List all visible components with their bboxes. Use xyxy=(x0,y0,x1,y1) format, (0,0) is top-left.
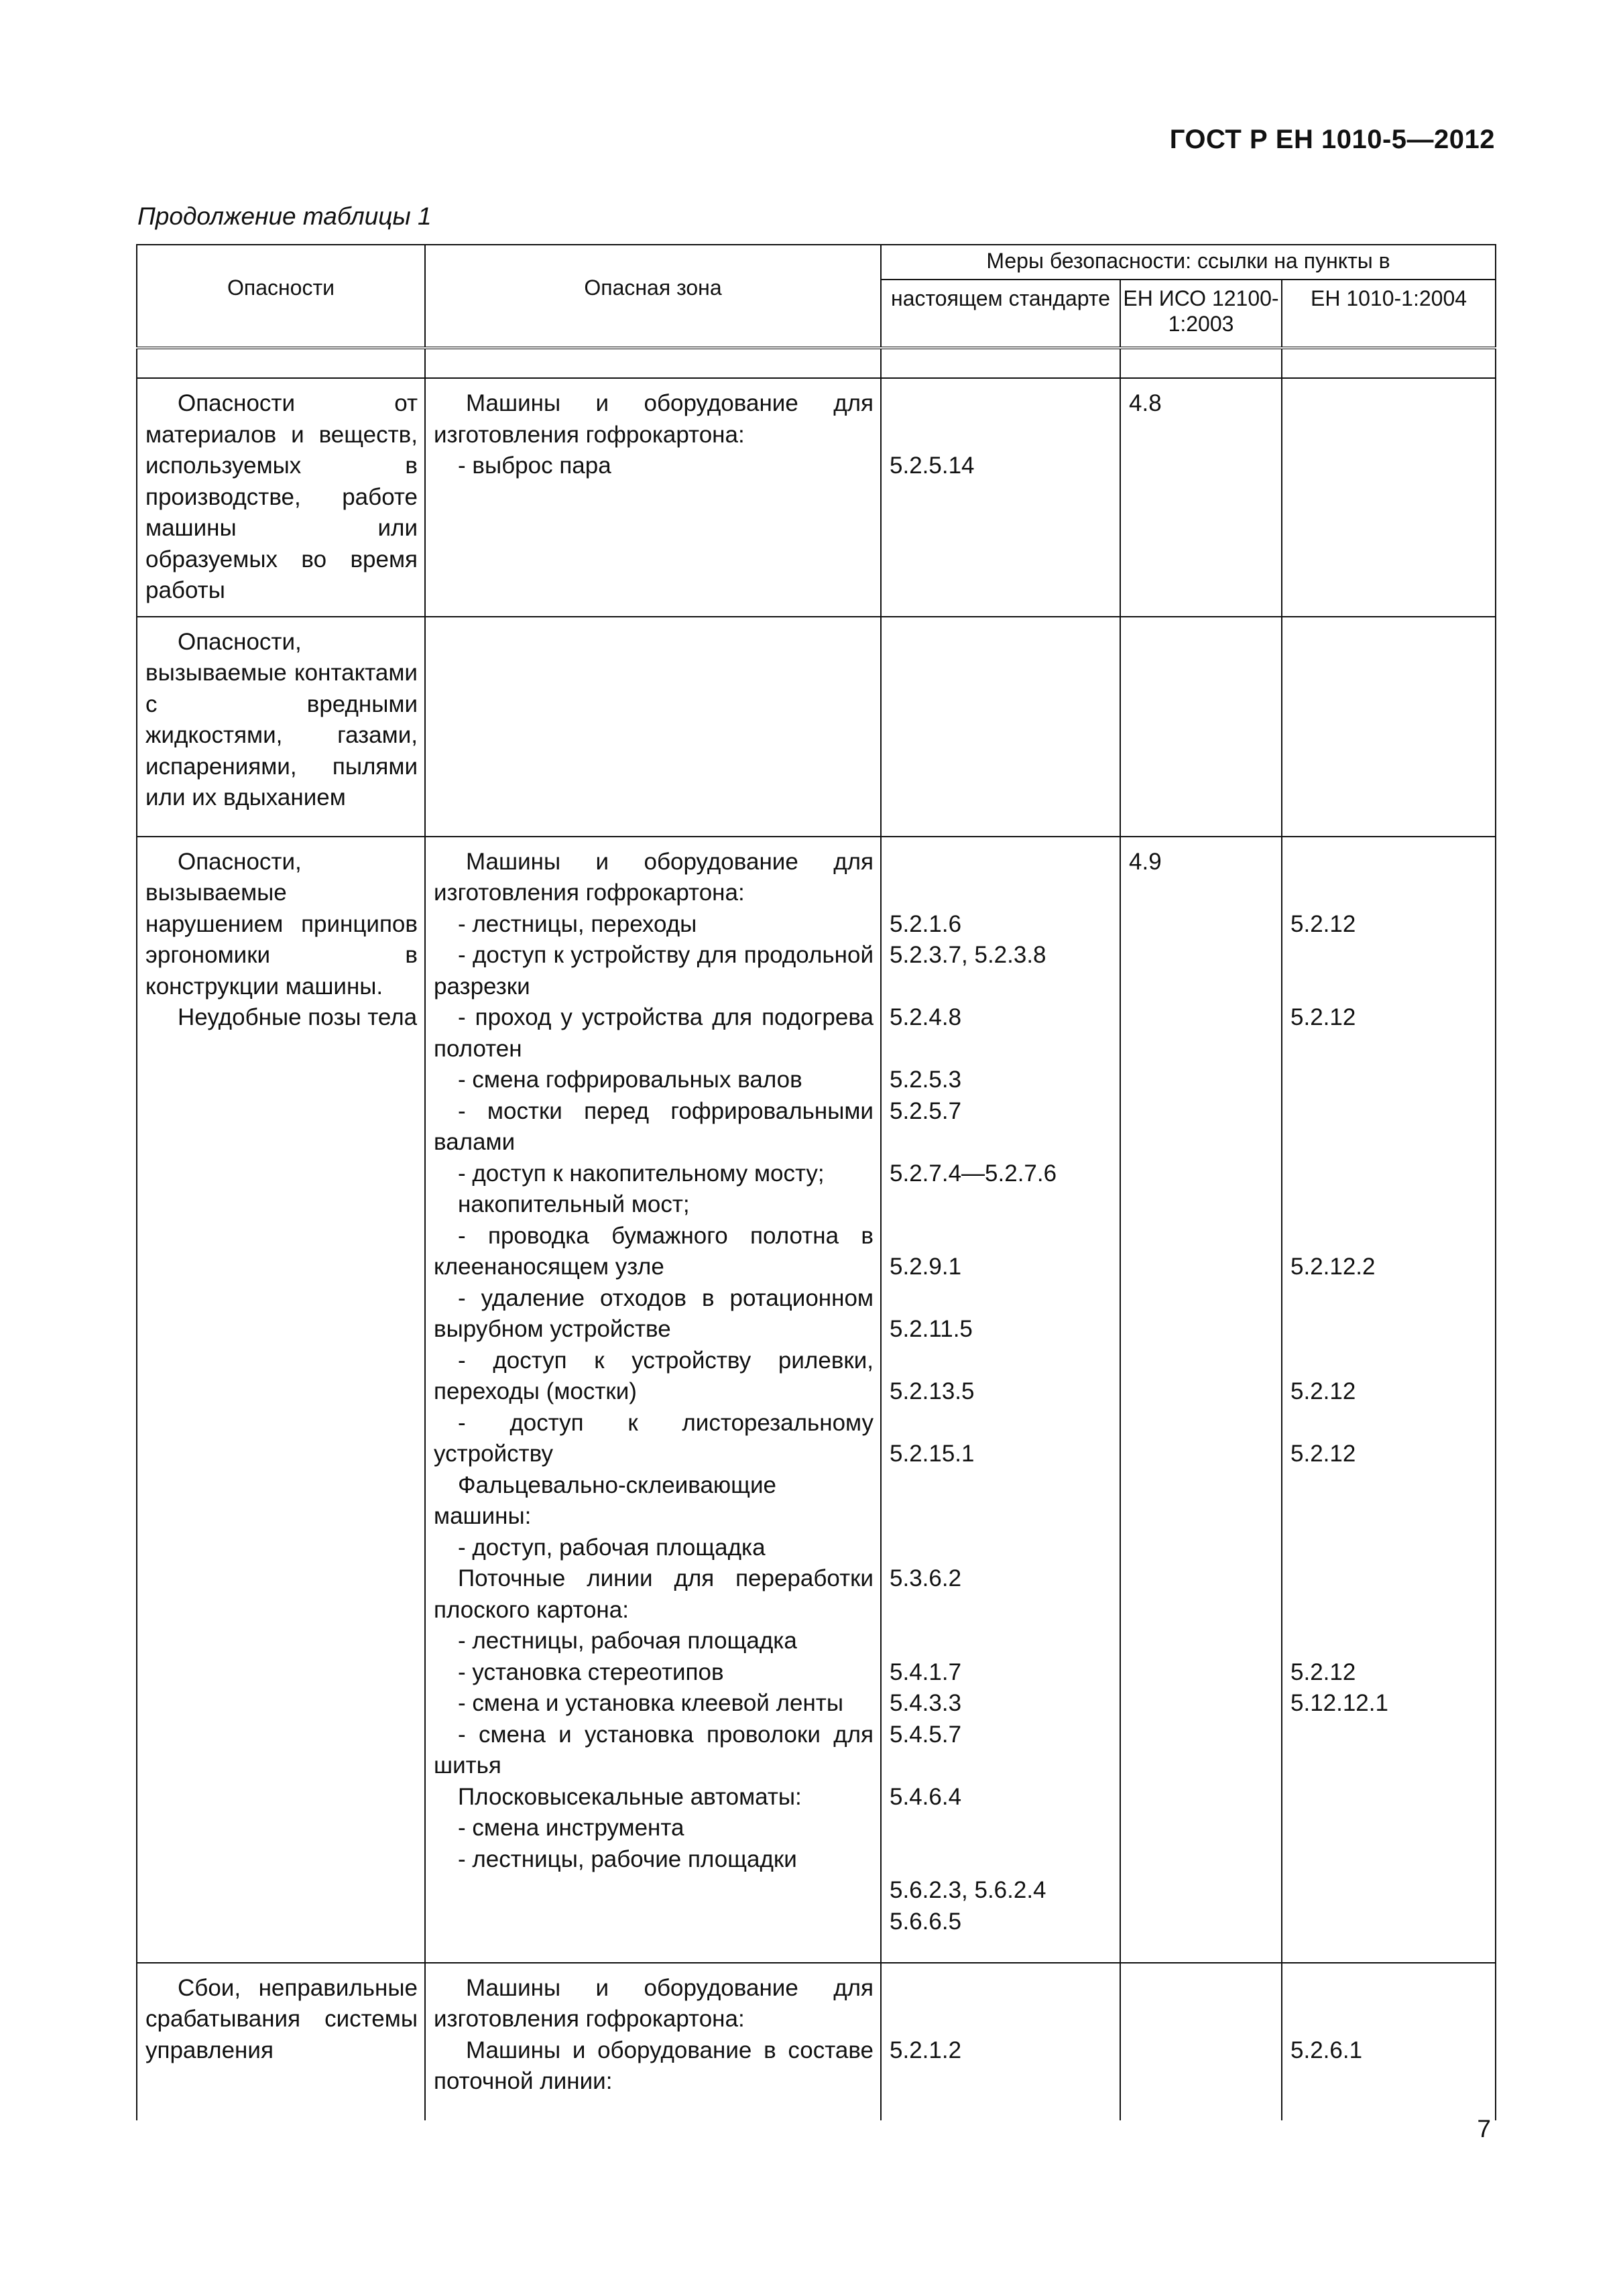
iso-cell: 4.9 xyxy=(1120,837,1282,1963)
zone-cell: Машины и оборудование для изготовления гофрокартона: - выброс пара xyxy=(425,378,881,617)
header-separator xyxy=(137,348,1496,378)
iso-cell xyxy=(1120,1963,1282,2120)
hazard-cell: Опасности, вызываемые контактами с вредными жидкостями, газами, испарениями, пылями или их вдыханием xyxy=(137,617,425,837)
en-cell: 5.2.12 5.2.12 5.2.12.2 5.2.12 5.2.12 5.2.12 5.12.12.1 xyxy=(1282,837,1496,1963)
table-row xyxy=(137,1963,1496,2120)
document-id: ГОСТ Р ЕН 1010-5—2012 xyxy=(1169,125,1495,154)
header-iso: ЕН ИСО 12100-1:2003 xyxy=(1120,280,1282,348)
table-row xyxy=(137,617,1496,837)
iso-cell xyxy=(1120,617,1282,837)
std-cell: 5.2.1.2 xyxy=(881,1963,1120,2120)
en-cell xyxy=(1282,378,1496,617)
zone-cell xyxy=(425,617,881,837)
zone-cell: Машины и оборудование для изготовления гофрокартона: Машины и оборудование в составе поточной линии: xyxy=(425,1963,881,2120)
header-en: ЕН 1010-1:2004 xyxy=(1282,280,1496,348)
en-cell xyxy=(1282,617,1496,837)
table-caption: Продолжение таблицы 1 xyxy=(137,202,432,230)
header-this-standard: настоящем стандарте xyxy=(881,280,1120,348)
hazard-cell: Сбои, неправильные срабатывания системы управления xyxy=(137,1963,425,2120)
std-cell: 5.2.5.14 xyxy=(881,378,1120,617)
table-row xyxy=(137,837,1496,1963)
table-row xyxy=(137,378,1496,617)
hazard-cell: Опасности, вызываемые нарушением принципов эргономики в конструкции машины. Неудобные позы тела xyxy=(137,837,425,1963)
hazard-cell: Опасности от материалов и веществ, используемых в производстве, работе машины или образуемых во время работы xyxy=(137,378,425,617)
std-cell: 5.2.1.6 5.2.3.7, 5.2.3.8 5.2.4.8 5.2.5.3 5.2.5.7 5.2.7.4—5.2.7.6 5.2.9.1 5.2.11.5 5.2.13.5 5.2.15.1 5.3.6.2 5.4.1.7 5.4.3.3 5.4.5.7 5.4.6.4 5.6.2.3, 5.6.2.4 5.6.6.5 xyxy=(881,837,1120,1963)
header-hazards: Опасности xyxy=(137,245,425,348)
header-measures: Меры безопасности: ссылки на пункты в xyxy=(881,245,1496,280)
hazards-table xyxy=(136,244,1496,2120)
zone-cell: Машины и оборудование для изготовления гофрокартона: - лестницы, переходы - доступ к устройству для продольной разрезки - проход у устройства для подогрева полотен - смена гофрировальных валов - мостки перед гофрировальными валами - доступ к накопительному мосту; накопительный мост; - проводка бумажного полотна в клеенаносящем узле - удаление отходов в ротационном вырубном устройстве - доступ к устройству рилевки, переходы (мостки) - доступ к листорезальному устройству Фальцевально-склеивающие машины: - доступ, рабочая площадка Поточные линии для переработки плоского картона: - лестницы, рабочая площадка - установка стереотипов - смена и установка клеевой ленты - смена и установка проволоки для шитья Плосковысекальные автоматы: - смена инструмента - лестницы, рабочие площадки xyxy=(425,837,881,1963)
en-cell: 5.2.6.1 xyxy=(1282,1963,1496,2120)
std-cell xyxy=(881,617,1120,837)
header-zone: Опасная зона xyxy=(425,245,881,348)
page-number: 7 xyxy=(1477,2115,1491,2142)
iso-cell: 4.8 xyxy=(1120,378,1282,617)
